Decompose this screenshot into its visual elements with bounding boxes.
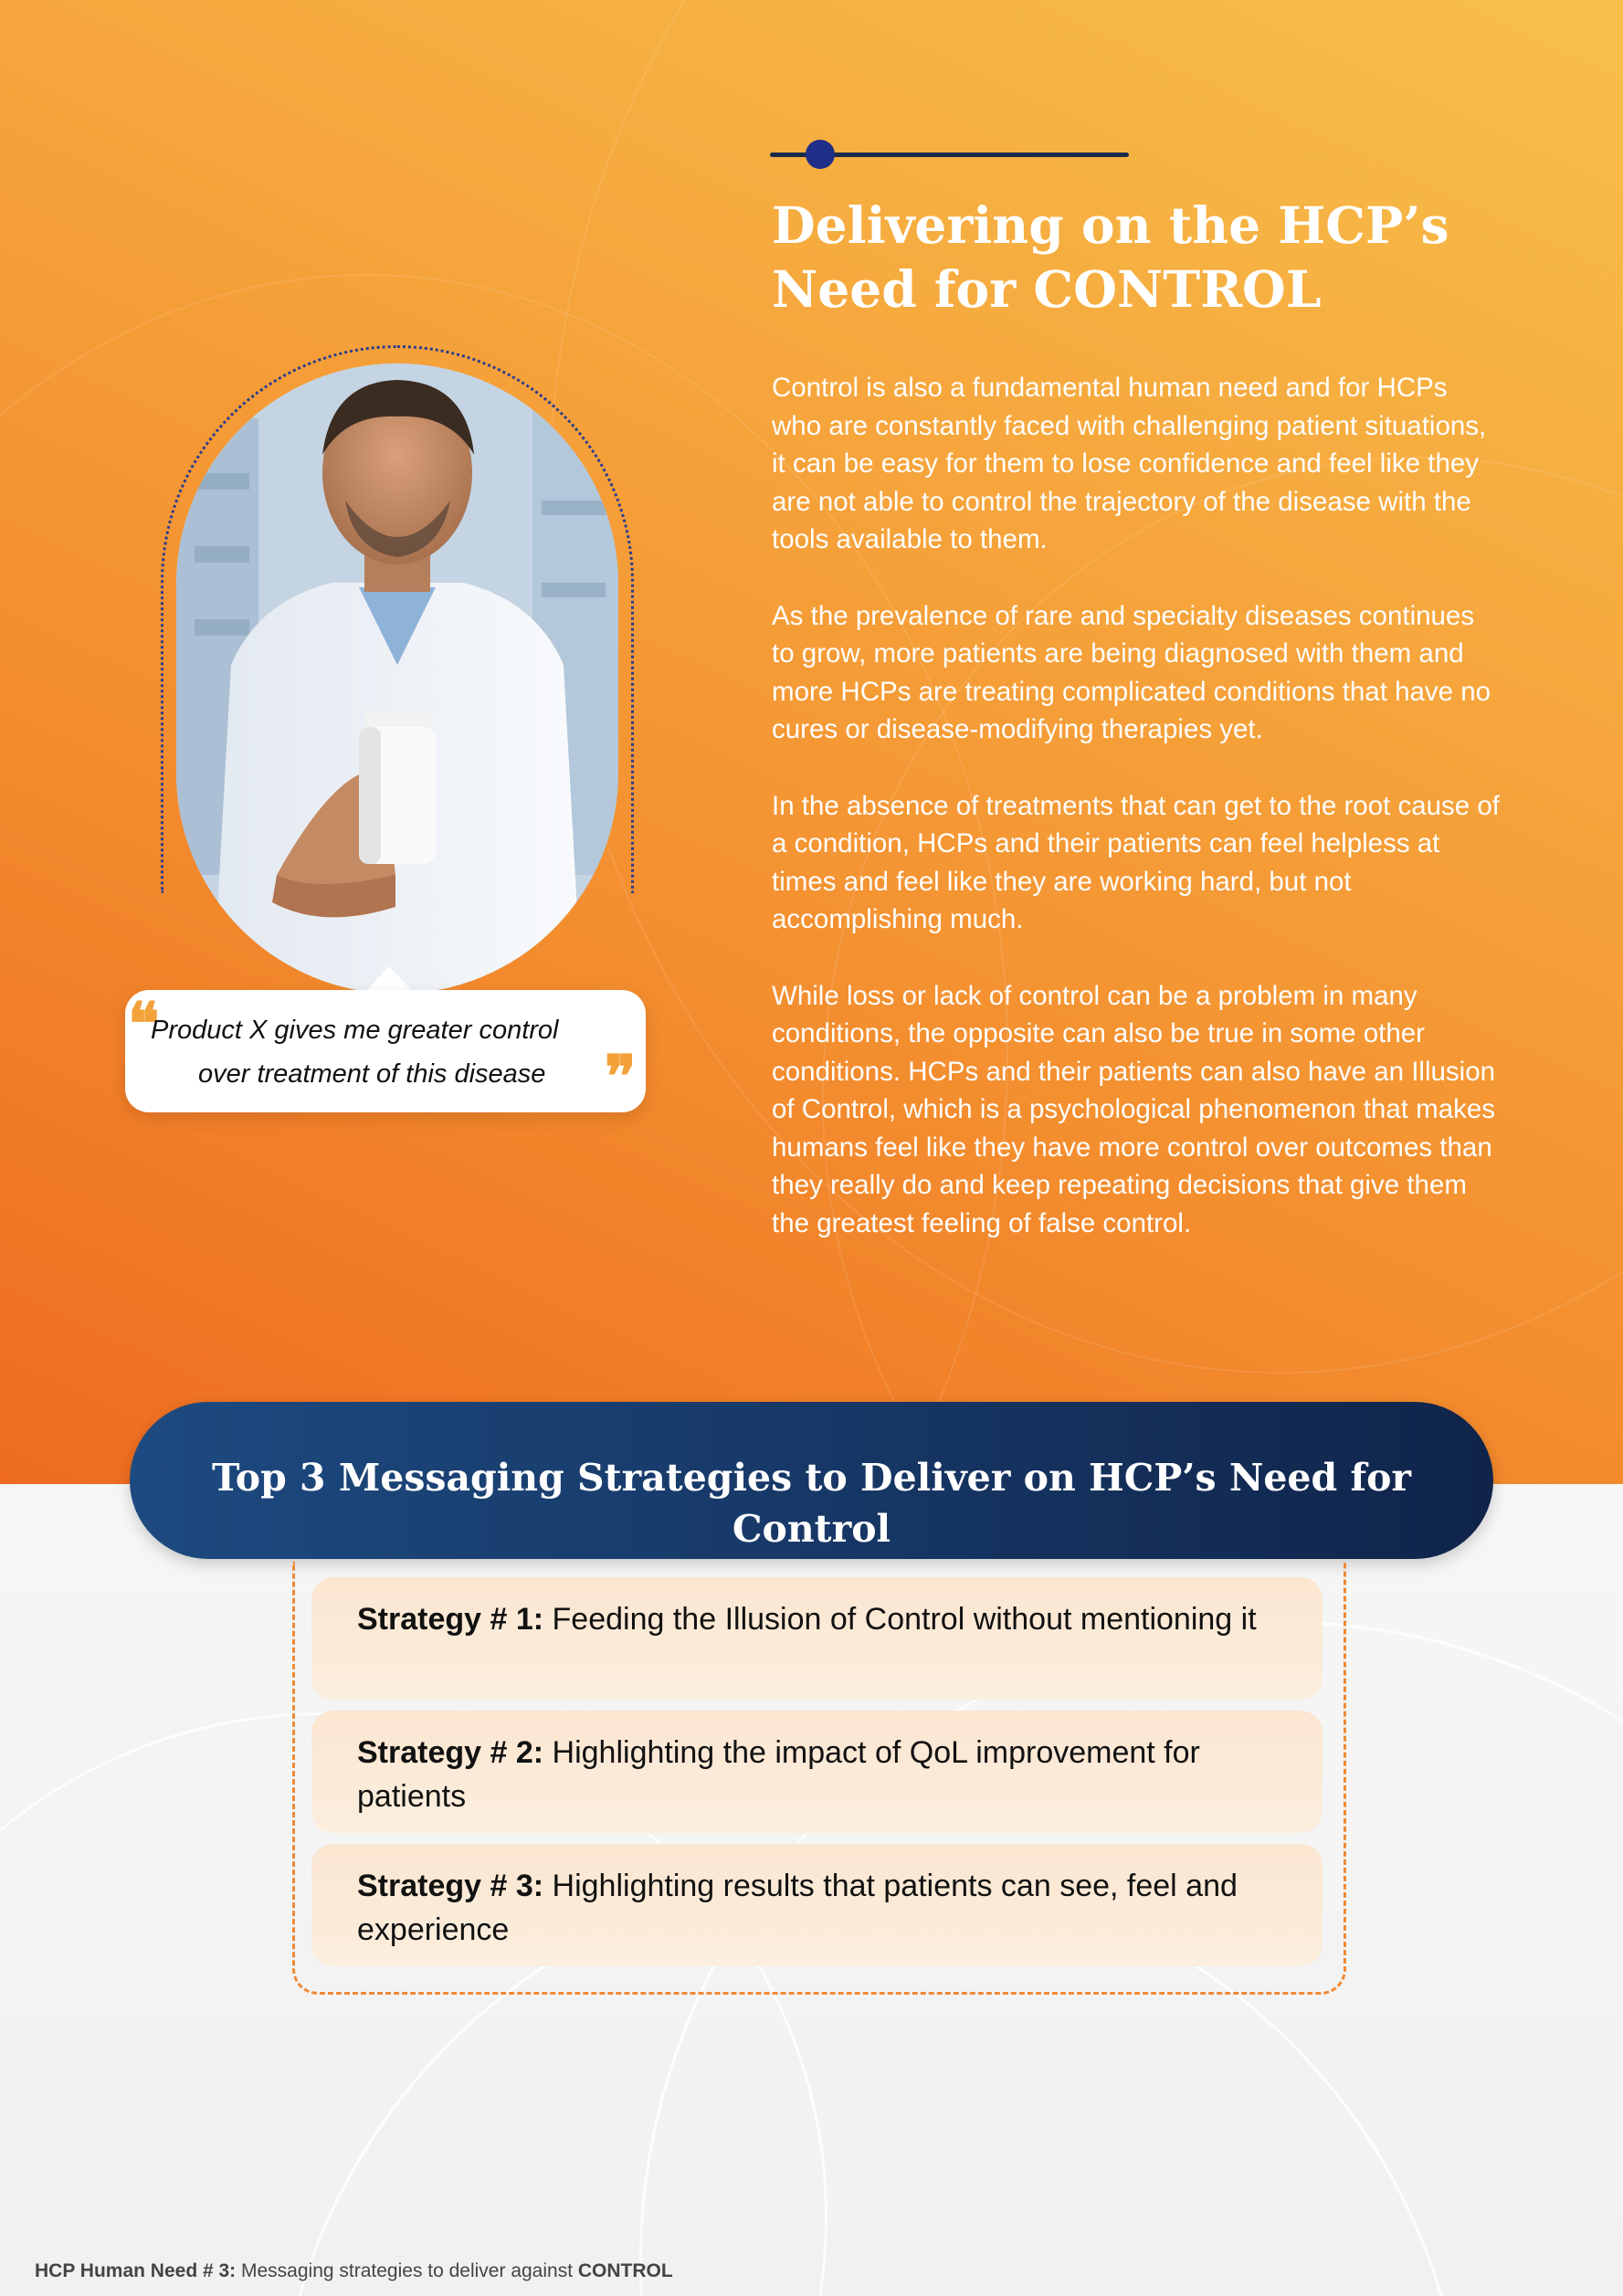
strategy-description: Feeding the Illusion of Control without mentioning it [543,1602,1257,1637]
doctor-holding-bottle-icon [176,363,618,994]
strategy-text-3 [357,1864,1289,1952]
strategy-label: Strategy # 1: [357,1602,544,1637]
body-copy [772,369,1502,1280]
quote-card-pointer [365,966,413,992]
footer-emphasis: CONTROL [577,2260,673,2281]
quote-text [151,1008,626,1096]
page-title-line2: Need for CONTROL [772,259,1322,319]
strategy-description: Highlighting the impact of QoL improvement for patients [357,1735,1200,1814]
strategy-description: Highlighting results that patients can see, feel and experience [357,1869,1238,1947]
footer-text: Messaging strategies to deliver against [236,2260,578,2281]
body-paragraph: As the prevalence of rare and specialty diseases continues to grow, more patients are being diagnosed with them and more HCPs are treating complicated conditions that have no cures or disease-modifying therapies yet. [772,600,1491,744]
body-paragraph: In the absence of treatments that can get to the root cause of a condition, HCPs and their patients can feel helpless at times and feel like they are working hard, but not accomplishing much. [772,790,1501,934]
strategy-text-1 [357,1597,1289,1641]
footer-label: HCP Human Need # 3: [35,2260,237,2281]
strategy-label: Strategy # 3: [357,1869,544,1903]
body-paragraph: While loss or lack of control can be a problem in many conditions, the opposite can also be true in some other conditions. HCPs and their patients can also have an Illusion of Control, which is a psychological phenomenon that makes humans feel like they have more control over outcomes than they really do and keep repeating decisions that give them the greatest feeling of false control. [772,980,1496,1238]
page-title-line1: Delivering on the HCP’s [772,195,1449,255]
title-accent-dot [806,140,835,169]
page-footer [35,2260,673,2282]
open-quote-icon: ❝ [128,990,160,1058]
page-title [772,194,1557,321]
doctor-photo [176,363,618,994]
quote-line-1: Product X gives me greater control [151,1016,559,1045]
body-paragraph: Control is also a fundamental human need and for HCPs who are constantly faced with challenging patient situations, it can be easy for them to lose confidence and feel like they are not able to control the trajectory of the disease with the tools available to them. [772,373,1487,554]
quote-line-2: over treatment of this disease [198,1059,546,1089]
close-quote-icon: ❞ [605,1043,637,1111]
strategy-label: Strategy # 2: [357,1735,544,1770]
strategy-text-2 [357,1731,1289,1818]
strategies-banner-title: Top 3 Messaging Strategies to Deliver on HCP’s Need for Control [211,1456,1412,1551]
